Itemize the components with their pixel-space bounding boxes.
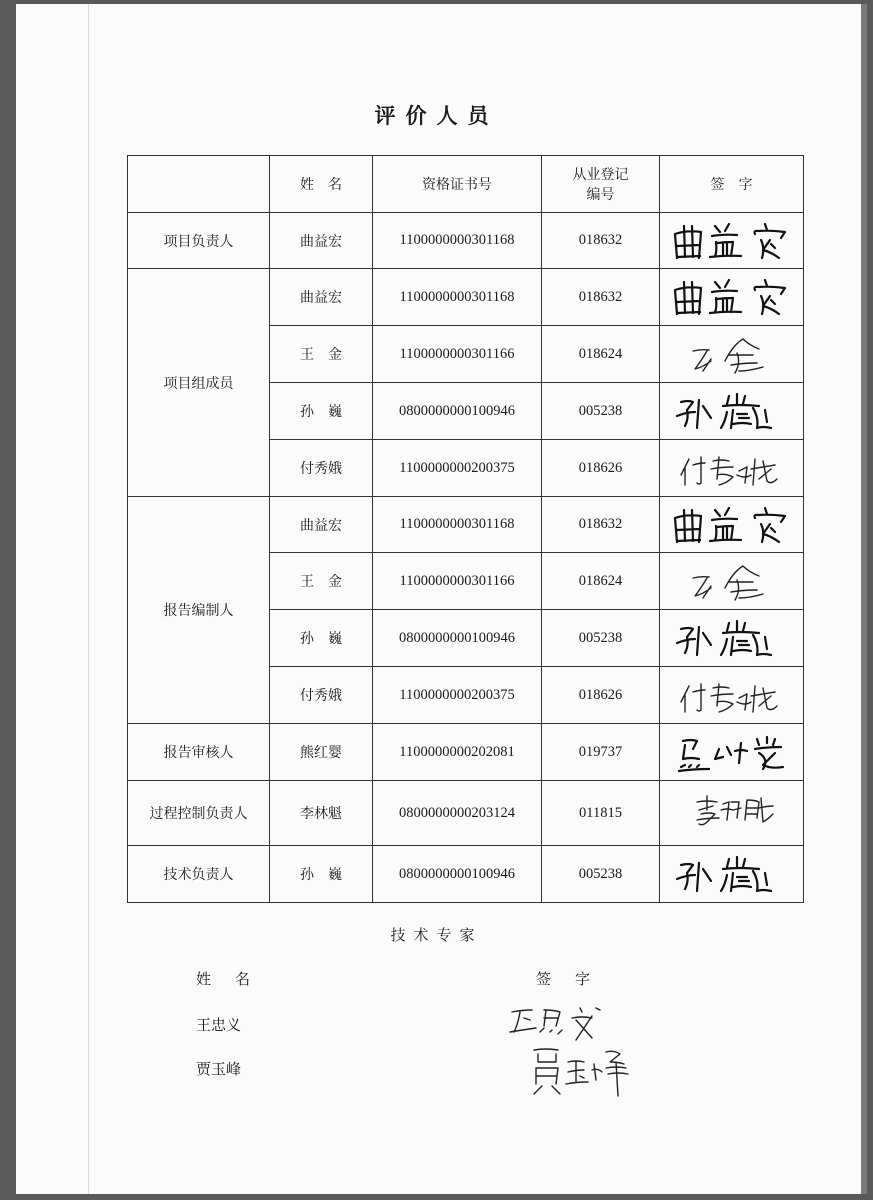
- table-row: [128, 213, 804, 269]
- cell-name: 孙 巍: [270, 610, 373, 667]
- signature-fu: [660, 667, 804, 724]
- header-reg-line2: 编号: [586, 187, 615, 203]
- experts-name-header: 姓名: [196, 970, 275, 988]
- cell-reg: 018632: [542, 213, 660, 269]
- signature-qu: [660, 213, 804, 269]
- signature-xiong: [660, 724, 804, 781]
- table-row: [128, 781, 804, 846]
- page-fold-line: [88, 4, 89, 1194]
- cell-name: 王 金: [270, 553, 373, 610]
- cell-cert: 1100000000301168: [373, 497, 542, 553]
- cell-reg: 018626: [542, 440, 660, 497]
- cell-cert: 1100000000202081: [373, 724, 542, 781]
- cell-name: 付秀娥: [270, 440, 373, 497]
- page-edge-shadow: [861, 4, 867, 1194]
- group-tech: 技术负责人: [128, 846, 270, 903]
- cell-reg: 018626: [542, 667, 660, 724]
- header-cert: 资格证书号: [373, 156, 542, 213]
- header-sign: 签 字: [660, 156, 804, 213]
- cell-cert: 1100000000200375: [373, 440, 542, 497]
- experts-sign-header: 签字: [536, 970, 615, 988]
- table-row: [128, 846, 804, 903]
- cell-cert: 1100000000301168: [373, 269, 542, 326]
- table-row: [128, 497, 804, 553]
- cell-reg: 005238: [542, 846, 660, 903]
- signature-sun: [660, 610, 804, 667]
- signature-fu: [660, 440, 804, 497]
- expert-signature-jia: [524, 1040, 644, 1102]
- table-row: [128, 269, 804, 326]
- group-writers: 报告编制人: [128, 497, 270, 724]
- header-role: [128, 156, 270, 213]
- cell-name: 付秀娥: [270, 667, 373, 724]
- table-header-row: [128, 156, 804, 213]
- group-reviewer: 报告审核人: [128, 724, 270, 781]
- signature-li: [660, 781, 804, 846]
- cell-reg: 011815: [542, 781, 660, 846]
- personnel-table: [127, 155, 804, 903]
- cell-reg: 018624: [542, 553, 660, 610]
- signature-sun: [660, 846, 804, 903]
- cell-cert: 1100000000301168: [373, 213, 542, 269]
- cell-name: 王 金: [270, 326, 373, 383]
- cell-reg: 018632: [542, 497, 660, 553]
- expert-signature-wang: [500, 998, 640, 1046]
- signature-wang: [660, 553, 804, 610]
- cell-reg: 018624: [542, 326, 660, 383]
- cell-name: 孙 巍: [270, 846, 373, 903]
- signature-qu: [660, 269, 804, 326]
- cell-cert: 0800000000100946: [373, 610, 542, 667]
- group-leader: 项目负责人: [128, 213, 270, 269]
- signature-qu: [660, 497, 804, 553]
- group-process: 过程控制负责人: [128, 781, 270, 846]
- cell-cert: 1100000000301166: [373, 553, 542, 610]
- header-reg: [542, 156, 660, 213]
- cell-cert: 1100000000301166: [373, 326, 542, 383]
- cell-name: 孙 巍: [270, 383, 373, 440]
- page-title: 评价人员: [374, 103, 499, 128]
- cell-name: 熊红婴: [270, 724, 373, 781]
- cell-cert: 0800000000203124: [373, 781, 542, 846]
- cell-reg: 018632: [542, 269, 660, 326]
- cell-reg: 005238: [542, 383, 660, 440]
- cell-cert: 1100000000200375: [373, 667, 542, 724]
- expert-name: 王忠义: [196, 1016, 242, 1034]
- cell-name: 李林魁: [270, 781, 373, 846]
- signature-sun: [660, 383, 804, 440]
- table-row: [128, 724, 804, 781]
- cell-name: 曲益宏: [270, 497, 373, 553]
- cell-cert: 0800000000100946: [373, 846, 542, 903]
- group-members: 项目组成员: [128, 269, 270, 497]
- cell-reg: 005238: [542, 610, 660, 667]
- expert-name: 贾玉峰: [196, 1060, 242, 1078]
- cell-reg: 019737: [542, 724, 660, 781]
- header-reg-line1: 从业登记: [572, 167, 629, 183]
- cell-name: 曲益宏: [270, 213, 373, 269]
- cell-cert: 0800000000100946: [373, 383, 542, 440]
- signature-wang: [660, 326, 804, 383]
- cell-name: 曲益宏: [270, 269, 373, 326]
- header-name: 姓 名: [270, 156, 373, 213]
- experts-title: 技术专家: [390, 926, 483, 944]
